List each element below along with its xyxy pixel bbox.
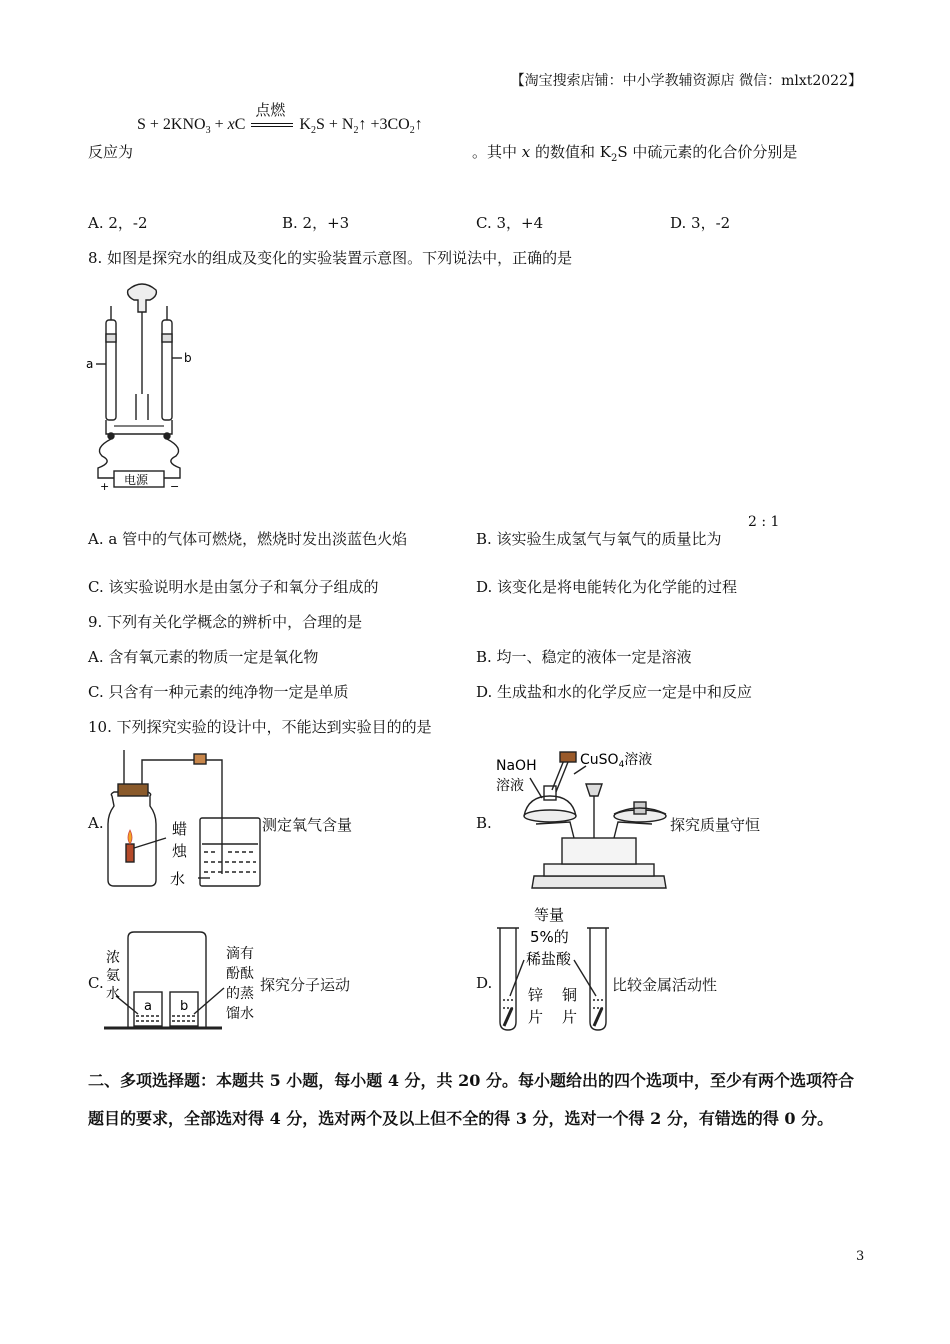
plus-label: +: [100, 480, 110, 493]
q7-option-a: A. 2，-2: [88, 214, 148, 232]
tube-a-label: a: [86, 357, 94, 371]
q7-option-b: B. 2，+3: [282, 214, 350, 232]
q9-option-d: D. 生成盐和水的化学反应一定是中和反应: [476, 683, 753, 701]
q10-stem: 10. 下列探究实验的设计中，不能达到实验目的的是: [88, 718, 432, 736]
q8-option-d: D. 该变化是将电能转化为化学能的过程: [476, 578, 738, 596]
metal-activity-figure: [494, 904, 614, 1034]
molecular-motion-figure: [104, 928, 264, 1032]
candle-label-2: 烛: [172, 842, 188, 860]
q10-c-letter: C.: [88, 974, 104, 992]
phenolphthalein-label-4: 馏水: [226, 1006, 254, 1022]
q9-stem: 9. 下列有关化学概念的辨析中，合理的是: [88, 613, 363, 631]
power-label: 电源: [124, 473, 149, 487]
acid-label-2: 5%的: [530, 928, 569, 946]
q8-option-a: A. a 管中的气体可燃烧，燃烧时发出淡蓝色火焰: [88, 530, 408, 548]
beaker-a-label: a: [144, 999, 152, 1014]
ammonia-label-1: 浓: [106, 950, 120, 966]
copper-label-2: 片: [562, 1008, 578, 1026]
q10-d-letter: D.: [476, 974, 493, 992]
beaker-b-label: b: [180, 999, 189, 1014]
water-label: 水: [170, 870, 186, 888]
reaction-condition: 点燃: [251, 123, 293, 127]
copper-label-1: 铜: [562, 986, 578, 1004]
q8-stem: 8. 如图是探究水的组成及变化的实验装置示意图。下列说法中，正确的是: [88, 249, 573, 267]
naoh-solution-label: 溶液: [496, 778, 524, 794]
phenolphthalein-label-1: 滴有: [226, 946, 254, 962]
cuso4-label: CuSO$_4$溶液: [580, 752, 653, 770]
q8-option-c: C. 该实验说明水是由氢分子和氧分子组成的: [88, 578, 379, 596]
oxygen-content-apparatus-figure: [104, 744, 264, 890]
zinc-label-2: 片: [528, 1008, 544, 1026]
naoh-label: NaOH: [496, 758, 537, 774]
q10-b-caption: 探究质量守恒: [670, 816, 761, 834]
acid-label-1: 等量: [534, 906, 565, 924]
mass-balance-figure: [494, 744, 672, 890]
q7-option-c: C. 3，+4: [476, 214, 544, 232]
q7-prefix: 反应为: [88, 143, 134, 161]
q10-c-caption: 探究分子运动: [260, 976, 351, 994]
section-2-heading: 二、多项选择题：本题共 5 小题，每小题 4 分，共 20 分。每小题给出的四个选项中，至少有两个选项符合题目的要求，全部选对得 4 分，选对两个及以上但不全的得 3 分，选对一个得 2 分，有错选的得 0 分。: [88, 1071, 854, 1128]
q9-option-c: C. 只含有一种元素的纯净物一定是单质: [88, 683, 349, 701]
q7-option-d: D. 3，-2: [670, 214, 731, 232]
page-header: 【淘宝搜索店铺：中小学教辅资源店 微信：mlxt2022】: [510, 73, 862, 89]
q8-mass-ratio: 2 : 1: [748, 514, 780, 530]
q10-a-caption: 测定氧气含量: [262, 816, 353, 834]
phenolphthalein-label-2: 酚酞: [226, 966, 254, 982]
ammonia-label-3: 水: [106, 986, 120, 1002]
page-number: 3: [856, 1249, 865, 1264]
tube-b-label: b: [184, 351, 192, 365]
acid-label-3: 稀盐酸: [526, 950, 572, 968]
q10-d-caption: 比较金属活动性: [612, 976, 718, 994]
ammonia-label-2: 氨: [106, 968, 120, 984]
q10-a-letter: A.: [88, 814, 104, 832]
zinc-label-1: 锌: [528, 986, 544, 1004]
q9-option-a: A. 含有氧元素的物质一定是氧化物: [88, 648, 319, 666]
electrolysis-apparatus-figure: [84, 276, 204, 496]
chemical-equation: $S + 2KNO_3$ + xC 点燃 $K_2S$ + $N_2↑$ $+3CO_2↑$: [137, 103, 423, 136]
q7-suffix: 。其中 x 的数值和 $K_2S$ 中硫元素的化合价分别是: [472, 143, 798, 164]
minus-label: −: [170, 480, 180, 493]
q9-option-b: B. 均一、稳定的液体一定是溶液: [476, 648, 692, 666]
candle-label-1: 蜡: [172, 820, 188, 838]
q8-option-b: B. 该实验生成氢气与氧气的质量比为: [476, 530, 722, 548]
phenolphthalein-label-3: 的蒸: [226, 986, 254, 1002]
q10-b-letter: B.: [476, 814, 492, 832]
